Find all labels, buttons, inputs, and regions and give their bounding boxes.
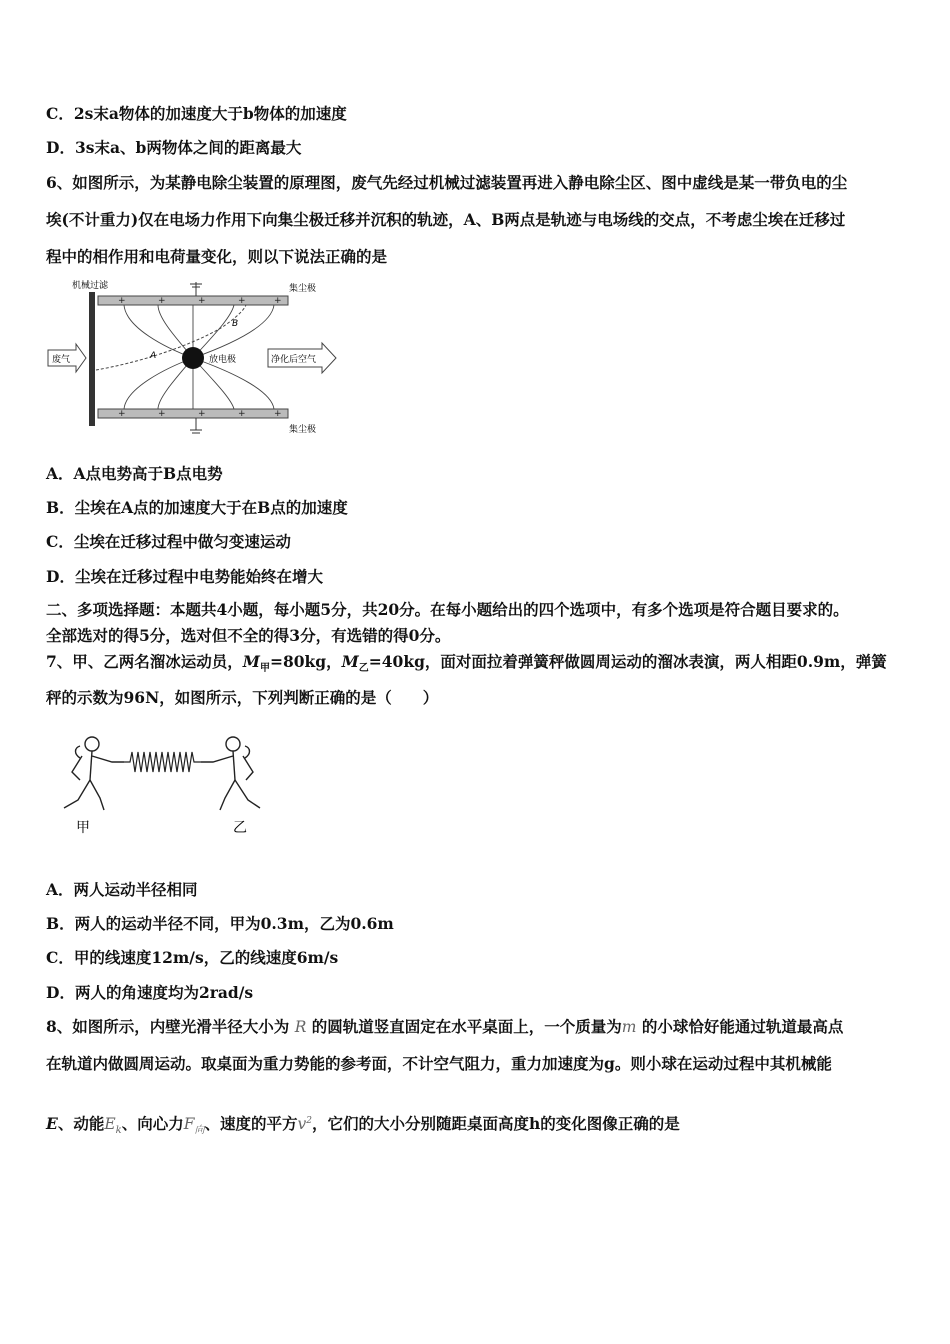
q7-option-a: A．两人运动半径相同 — [46, 880, 198, 899]
section-2-line-2: 全部选对的得5分，选对但不全的得3分，有选错的得0分。 — [46, 626, 451, 645]
q8-stem-line-1: 8、如图所示，内壁光滑半径大小为 R 的圆轨道竖直固定在水平桌面上，一个质量为m 的小球恰好能通过轨道最高点 — [46, 1017, 844, 1036]
svg-text:+: + — [198, 409, 206, 419]
point-a-label: A — [150, 351, 157, 361]
q6-stem-line-3: 程中的相作用和电荷量变化，则以下说法正确的是 — [46, 247, 388, 266]
svg-text:+: + — [118, 296, 126, 306]
svg-text:+: + — [158, 296, 166, 306]
filter-bar — [89, 292, 95, 426]
q7-option-b: B．两人的运动半径不同，甲为0.3m，乙为0.6m — [46, 914, 394, 933]
top-collector-label: 集尘极 — [289, 284, 317, 294]
q7-stem-line-1: 7、甲、乙两名溜冰运动员，$M_甲=80kg$，$M_乙=40kg$，面对面拉着弹簧秤做圆周运动的溜冰表演，两人相距0.9m，弹簧 — [46, 652, 887, 675]
q7-option-d: D．两人的角速度均为2rad/s — [46, 983, 254, 1002]
discharge-electrode — [182, 347, 204, 369]
svg-text:+: + — [118, 409, 126, 419]
q6-option-d: D．尘埃在迁移过程中电势能始终在增大 — [46, 567, 323, 586]
jia-label: 甲 — [76, 820, 90, 836]
yi-label: 乙 — [233, 820, 247, 836]
top-collector-plate — [98, 296, 288, 305]
svg-text:+: + — [158, 409, 166, 419]
q6-stem-line-2: 埃(不计重力)仅在电场力作用下向集尘极迁移并沉积的轨迹，A、B两点是轨迹与电场线的交点，不考虑尘埃在迁移过 — [46, 210, 846, 229]
section-2-line-1: 二、多项选择题：本题共4小题，每小题5分，共20分。在每小题给出的四个选项中，有多个选项是符合题目要求的。 — [46, 600, 849, 619]
q6-option-a: A．A点电势高于B点电势 — [46, 464, 223, 483]
q6-option-b: B．尘埃在A点的加速度大于在B点的加速度 — [46, 498, 348, 517]
svg-text:+: + — [198, 296, 206, 306]
outlet-label: 净化后空气 — [271, 355, 317, 365]
filter-label: 机械过滤 — [72, 281, 109, 291]
skater-yi — [201, 737, 260, 810]
q6-stem-line-1: 6、如图所示，为某静电除尘装置的原理图，废气先经过机械过滤装置再进入静电除尘区、图中虚线是某一带负电的尘 — [46, 173, 848, 192]
q8-stem-line-2: 在轨道内做圆周运动。取桌面为重力势能的参考面，不计空气阻力，重力加速度为g。则小球在运动过程中其机械能 — [46, 1054, 832, 1073]
skater-jia — [64, 737, 124, 810]
q6-option-c: C．尘埃在迁移过程中做匀变速运动 — [46, 532, 291, 551]
skaters-figure — [50, 728, 275, 840]
q8-stem-line-3: E、动能$E_k$、向心力$F_向$、速度的平方$v^2$，它们的大小分别随距桌面高度h的变化图像正确的是 — [46, 1114, 680, 1137]
svg-text:+: + — [274, 409, 282, 419]
point-b-label: B — [232, 319, 239, 329]
svg-text:+: + — [238, 409, 246, 419]
q5-option-d: D．3s末a、b两物体之间的距离最大 — [46, 138, 302, 157]
bottom-collector-label: 集尘极 — [289, 425, 317, 435]
q7-option-c: C．甲的线速度12m/s，乙的线速度6m/s — [46, 948, 339, 967]
bottom-collector-plate — [98, 409, 288, 418]
svg-text:+: + — [238, 296, 246, 306]
svg-text:+: + — [274, 296, 282, 306]
q7-stem-line-2: 秤的示数为96N，如图所示，下列判断正确的是（ ） — [46, 688, 439, 707]
discharge-electrode-label: 放电极 — [209, 355, 237, 365]
spring-scale — [124, 752, 201, 772]
inlet-label: 废气 — [52, 355, 71, 365]
q5-option-c: C．2s末a物体的加速度大于b物体的加速度 — [46, 104, 347, 123]
precipitator-figure — [46, 278, 344, 440]
